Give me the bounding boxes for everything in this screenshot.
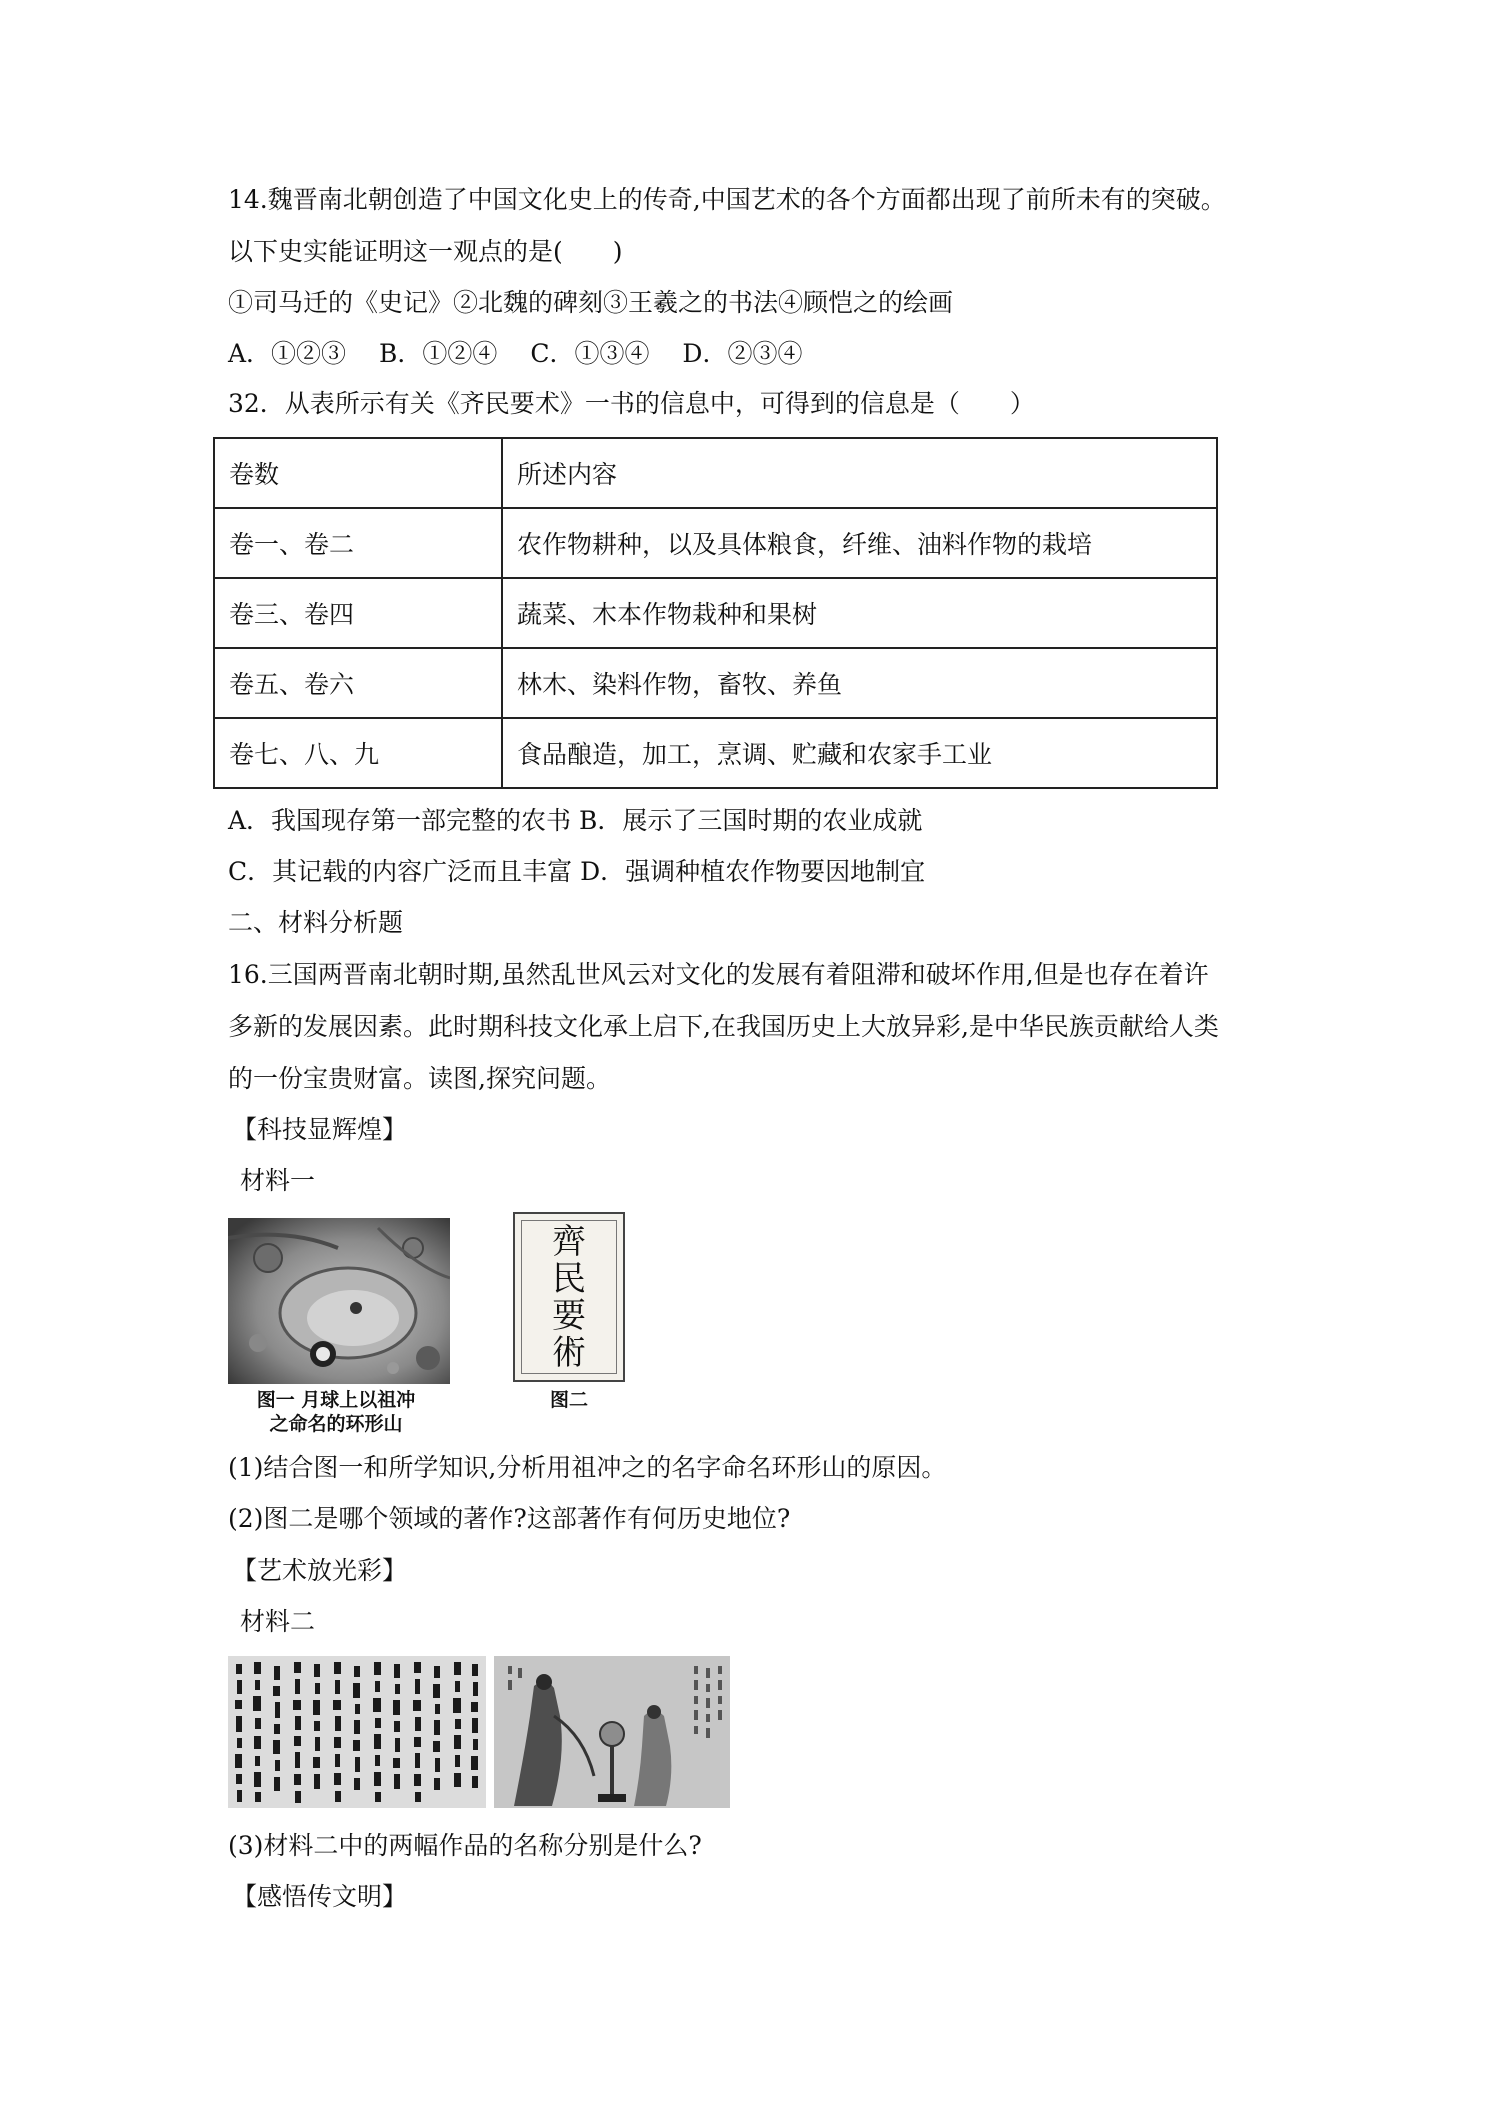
part3-title: 【感悟传文明】 bbox=[232, 1882, 408, 1911]
fig2-caption: 图二 bbox=[549, 1389, 588, 1411]
table-cell: 食品酿造，加工，烹调、贮藏和农家手工业 bbox=[502, 718, 1217, 788]
part1-title: 【科技显辉煌】 bbox=[232, 1115, 408, 1144]
table-row bbox=[214, 718, 1217, 788]
table-cell: 卷五、卷六 bbox=[214, 648, 502, 718]
material2-label: 材料二 bbox=[240, 1607, 316, 1636]
table-cell: 卷七、八、九 bbox=[214, 718, 502, 788]
table-cell: 林木、染料作物，畜牧、养鱼 bbox=[502, 648, 1217, 718]
moon-crater-image bbox=[228, 1218, 450, 1384]
part2-title: 【艺术放光彩】 bbox=[232, 1556, 408, 1585]
table-row bbox=[214, 578, 1217, 648]
qimin-yaoshu-table bbox=[213, 437, 1218, 789]
table-cell: 农作物耕种，以及具体粮食，纤维、油料作物的栽培 bbox=[502, 508, 1217, 578]
q14-stem-line1: 14.魏晋南北朝创造了中国文化史上的传奇,中国艺术的各个方面都出现了前所未有的突破。 bbox=[228, 185, 1226, 214]
q16-stem-line3: 的一份宝贵财富。读图,探究问题。 bbox=[228, 1064, 611, 1093]
fig1-caption-line1: 图一 月球上以祖冲 bbox=[256, 1389, 416, 1411]
table-cell: 卷一、卷二 bbox=[214, 508, 502, 578]
table-header-cell: 卷数 bbox=[214, 438, 502, 508]
book-title-char: 齊 bbox=[552, 1222, 586, 1262]
q32-stem: 32．从表所示有关《齐民要术》一书的信息中，可得到的信息是（ ） bbox=[228, 389, 1035, 418]
qimin-yaoshu-book-cover bbox=[513, 1212, 625, 1382]
book-title-char: 要 bbox=[552, 1296, 586, 1336]
section-heading: 二、材料分析题 bbox=[228, 908, 404, 937]
q32-options-ab: A．我国现存第一部完整的农书 B．展示了三国时期的农业成就 bbox=[228, 806, 923, 835]
table-cell: 卷三、卷四 bbox=[214, 578, 502, 648]
calligraphy-image bbox=[228, 1656, 486, 1808]
table-cell: 蔬菜、木本作物栽种和果树 bbox=[502, 578, 1217, 648]
table-header-cell: 所述内容 bbox=[502, 438, 1217, 508]
fig1-caption-line2: 之命名的环形山 bbox=[269, 1413, 403, 1435]
table-row bbox=[214, 648, 1217, 718]
painting-image bbox=[494, 1656, 730, 1808]
q16-question1: (1)结合图一和所学知识,分析用祖冲之的名字命名环形山的原因。 bbox=[228, 1453, 947, 1482]
q16-question3: (3)材料二中的两幅作品的名称分别是什么? bbox=[228, 1831, 702, 1860]
material1-label: 材料一 bbox=[240, 1166, 316, 1195]
table-row bbox=[214, 508, 1217, 578]
q16-stem-line2: 多新的发展因素。此时期科技文化承上启下,在我国历史上大放异彩,是中华民族贡献给人类 bbox=[228, 1012, 1219, 1041]
q14-stem-line2: 以下史实能证明这一观点的是( ) bbox=[228, 237, 623, 266]
table-header-row bbox=[214, 438, 1217, 508]
q16-stem-line1: 16.三国两晋南北朝时期,虽然乱世风云对文化的发展有着阻滞和破坏作用,但是也存在着许 bbox=[228, 960, 1209, 989]
q32-options-cd: C．其记载的内容广泛而且丰富 D．强调种植农作物要因地制宜 bbox=[228, 857, 926, 886]
q14-options: A．①②③ B．①②④ C．①③④ D．②③④ bbox=[228, 339, 803, 368]
q14-items: ①司马迁的《史记》②北魏的碑刻③王羲之的书法④顾恺之的绘画 bbox=[228, 288, 954, 317]
book-title-char: 民 bbox=[552, 1259, 586, 1299]
q16-question2: (2)图二是哪个领域的著作?这部著作有何历史地位? bbox=[228, 1504, 791, 1533]
book-title-char: 術 bbox=[552, 1333, 586, 1373]
